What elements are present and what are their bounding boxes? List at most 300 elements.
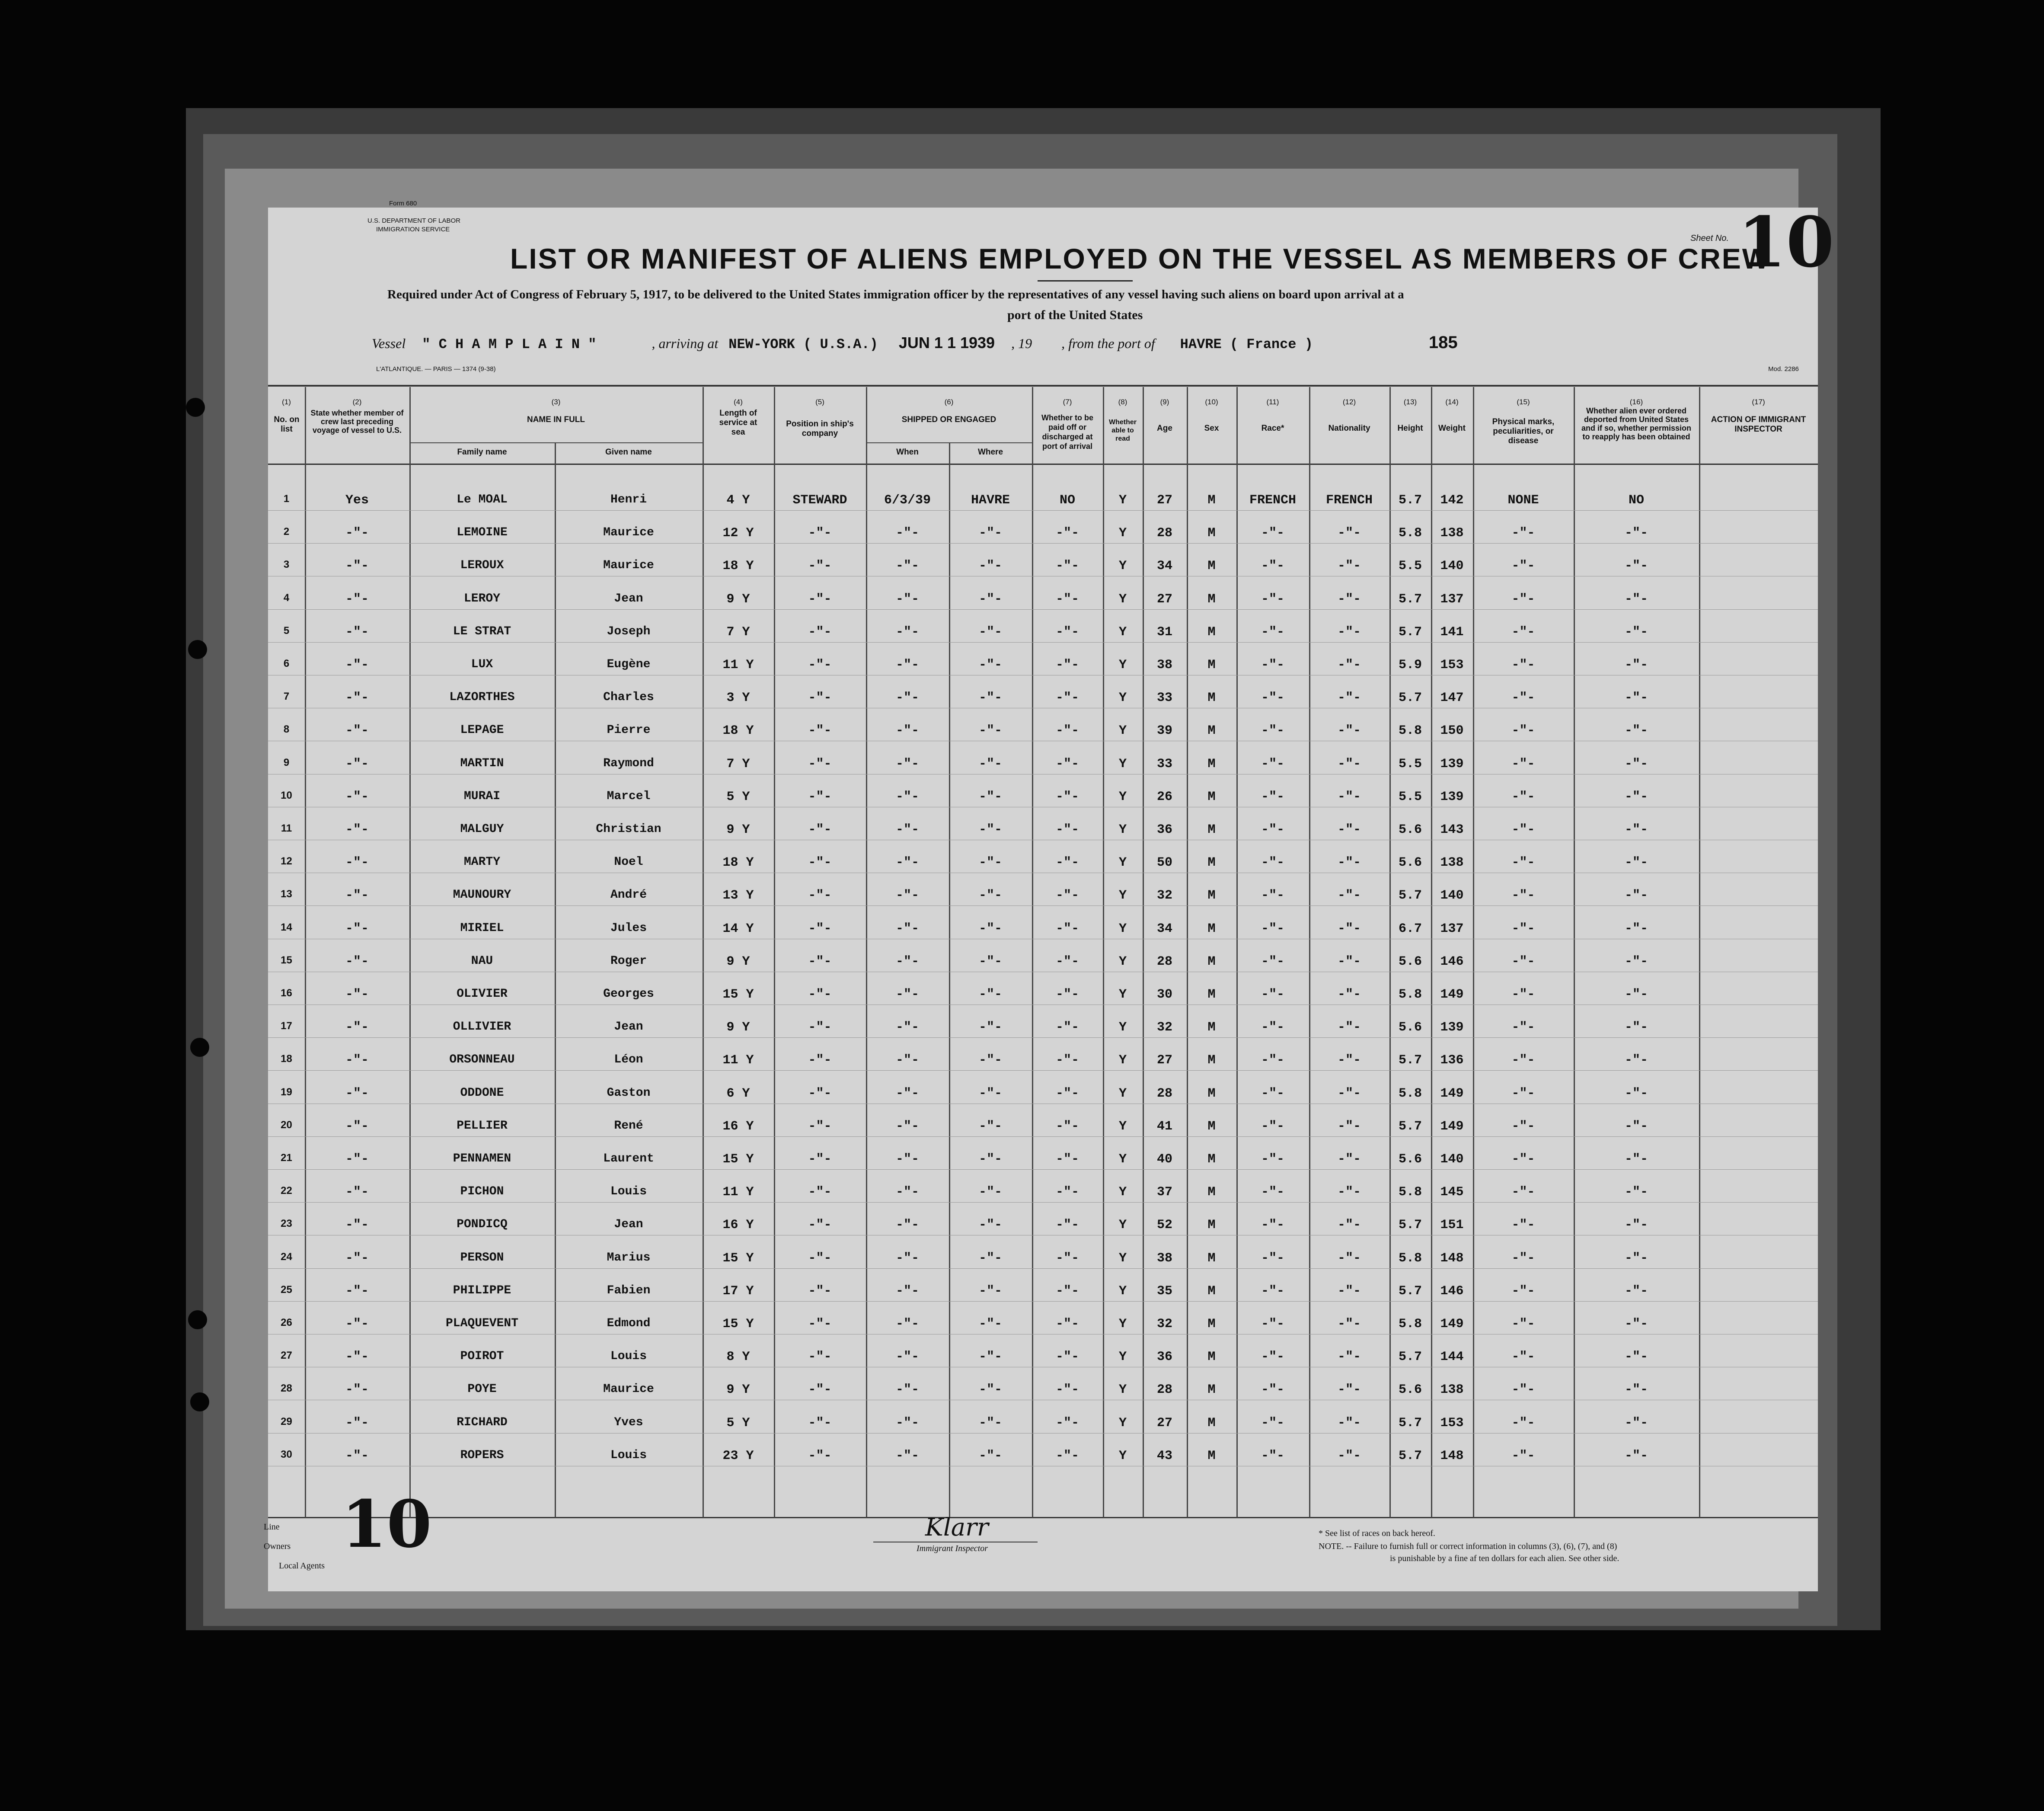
col-divider-5 — [866, 387, 867, 1518]
cell-given: Joseph — [607, 624, 651, 638]
cell-weight: 146 — [1440, 954, 1464, 969]
cell-no: 10 — [281, 789, 292, 801]
cell-prev: -"- — [345, 723, 369, 739]
cell-service: 9 Y — [726, 1020, 750, 1035]
cell-sex: M — [1207, 987, 1216, 1002]
cell-age: 28 — [1156, 526, 1172, 541]
cell-where: -"- — [978, 921, 1002, 936]
cell-family: PONDICQ — [457, 1218, 508, 1232]
cell-marks: -"- — [1511, 1086, 1535, 1101]
cell-sex: M — [1207, 1152, 1216, 1167]
cell-sex: M — [1207, 1218, 1216, 1233]
cell-height: 5.7 — [1398, 1218, 1422, 1233]
cell-deported: -"- — [1624, 921, 1648, 936]
cell-family: POIROT — [460, 1350, 504, 1363]
cell-sex: M — [1207, 1415, 1216, 1430]
cell-where: -"- — [978, 1053, 1002, 1068]
cell-sex: M — [1207, 1020, 1216, 1035]
col-7-number: (7) — [1063, 398, 1072, 406]
row-rule — [268, 1202, 1818, 1203]
col-11-number: (11) — [1266, 398, 1279, 406]
cell-position: -"- — [808, 1350, 832, 1365]
cell-where: -"- — [978, 624, 1002, 640]
cell-family: PLAQUEVENT — [445, 1317, 519, 1330]
cell-service: 3 Y — [726, 691, 750, 706]
col-14-number: (14) — [1445, 398, 1459, 406]
cell-nat: -"- — [1337, 691, 1361, 706]
cell-nat: -"- — [1337, 723, 1361, 739]
row-rule — [268, 642, 1818, 643]
cell-when: -"- — [895, 624, 919, 640]
cell-height: 5.7 — [1398, 624, 1422, 640]
cell-weight: 139 — [1440, 756, 1464, 771]
cell-race: -"- — [1261, 1218, 1284, 1233]
cell-paid: NO — [1059, 493, 1075, 508]
cell-weight: 140 — [1440, 559, 1464, 574]
cell-read: Y — [1118, 1251, 1127, 1266]
cell-where: -"- — [978, 723, 1002, 739]
header-last-voyage: State whether member of crew last preceding voyage of vessel to U.S. — [310, 409, 404, 435]
cell-service: 9 Y — [726, 1382, 750, 1398]
cell-read: Y — [1118, 493, 1127, 508]
cell-age: 35 — [1156, 1283, 1172, 1299]
cell-where: -"- — [978, 592, 1002, 607]
cell-position: -"- — [808, 1283, 832, 1299]
cell-no: 1 — [283, 493, 290, 505]
cell-given: Yves — [614, 1415, 643, 1429]
cell-prev: -"- — [345, 1185, 369, 1200]
cell-race: -"- — [1261, 1185, 1284, 1200]
row-rule — [268, 1070, 1818, 1071]
cell-no: 24 — [281, 1251, 292, 1263]
col-4-number: (4) — [734, 398, 743, 406]
cell-family: PHILIPPE — [453, 1283, 511, 1297]
cell-position: -"- — [808, 1152, 832, 1167]
cell-prev: -"- — [345, 1119, 369, 1134]
cell-where: -"- — [978, 789, 1002, 804]
cell-read: Y — [1118, 592, 1127, 607]
cell-age: 31 — [1156, 624, 1172, 640]
cell-age: 34 — [1156, 559, 1172, 574]
cell-position: -"- — [808, 658, 832, 672]
name-subheader-rule — [409, 442, 703, 443]
cell-no: 20 — [281, 1119, 292, 1131]
cell-sex: M — [1207, 723, 1216, 739]
cell-height: 5.7 — [1398, 493, 1422, 508]
cell-when: -"- — [895, 559, 919, 574]
cell-deported: -"- — [1624, 954, 1648, 969]
cell-family: ROPERS — [460, 1448, 504, 1462]
cell-marks: -"- — [1511, 559, 1535, 574]
cell-marks: -"- — [1511, 1218, 1535, 1233]
header-when: When — [896, 448, 919, 457]
cell-paid: -"- — [1055, 592, 1079, 607]
cell-paid: -"- — [1055, 1218, 1079, 1233]
cell-prev: -"- — [345, 1218, 369, 1233]
col-13-number: (13) — [1403, 398, 1417, 406]
cell-height: 5.5 — [1398, 756, 1422, 771]
cell-given: Pierre — [607, 723, 651, 737]
cell-nat: -"- — [1337, 1185, 1361, 1200]
cell-height: 5.8 — [1398, 1185, 1422, 1200]
cell-family: RICHARD — [457, 1415, 508, 1429]
arrival-date-stamp: JUN 1 1 1939 — [898, 334, 995, 352]
punch-hole — [190, 1392, 209, 1411]
col-divider-15 — [1574, 387, 1575, 1518]
cell-nat: -"- — [1337, 888, 1361, 903]
cell-paid: -"- — [1055, 1382, 1079, 1398]
cell-family: PICHON — [460, 1185, 504, 1199]
cell-race: -"- — [1261, 789, 1284, 804]
cell-prev: -"- — [345, 1251, 369, 1266]
cell-race: -"- — [1261, 1152, 1284, 1167]
required-text-line2: port of the United States — [1007, 308, 1143, 322]
cell-age: 52 — [1156, 1218, 1172, 1233]
cell-family: POYE — [467, 1382, 497, 1396]
cell-when: -"- — [895, 756, 919, 771]
cell-sex: M — [1207, 1317, 1216, 1331]
cell-when: -"- — [895, 1415, 919, 1430]
cell-read: Y — [1118, 1218, 1127, 1233]
col-8-number: (8) — [1118, 398, 1127, 406]
cell-no: 17 — [281, 1020, 292, 1032]
cell-paid: -"- — [1055, 559, 1079, 574]
cell-when: -"- — [895, 921, 919, 936]
cell-height: 5.8 — [1398, 526, 1422, 541]
cell-weight: 138 — [1440, 1382, 1464, 1398]
cell-where: -"- — [978, 954, 1002, 969]
cell-race: -"- — [1261, 822, 1284, 837]
cell-height: 5.7 — [1398, 1119, 1422, 1134]
cell-height: 5.7 — [1398, 1448, 1422, 1463]
cell-where: -"- — [978, 987, 1002, 1002]
col-2-number: (2) — [352, 398, 362, 406]
cell-no: 3 — [283, 559, 290, 571]
cell-when: -"- — [895, 1218, 919, 1233]
cell-deported: -"- — [1624, 1185, 1648, 1200]
cell-paid: -"- — [1055, 1086, 1079, 1101]
cell-age: 38 — [1156, 1251, 1172, 1266]
cell-family: LAZORTHES — [449, 691, 515, 704]
cell-race: -"- — [1261, 1317, 1284, 1331]
cell-service: 8 Y — [726, 1350, 750, 1365]
cell-read: Y — [1118, 624, 1127, 640]
cell-where: -"- — [978, 1283, 1002, 1299]
cell-when: -"- — [895, 1185, 919, 1200]
col-divider-4 — [774, 387, 775, 1518]
cell-height: 5.6 — [1398, 1152, 1422, 1167]
cell-sex: M — [1207, 954, 1216, 969]
cell-age: 32 — [1156, 888, 1172, 903]
cell-height: 5.8 — [1398, 1317, 1422, 1331]
col-15-number: (15) — [1517, 398, 1530, 406]
cell-no: 7 — [283, 691, 290, 703]
cell-marks: -"- — [1511, 822, 1535, 837]
cell-deported: -"- — [1624, 526, 1648, 541]
note-label: NOTE. — [1319, 1542, 1344, 1551]
cell-sex: M — [1207, 1053, 1216, 1068]
cell-prev: -"- — [345, 559, 369, 574]
cell-marks: -"- — [1511, 624, 1535, 640]
cell-prev: -"- — [345, 526, 369, 541]
cell-read: Y — [1118, 1185, 1127, 1200]
header-nationality: Nationality — [1328, 424, 1370, 433]
cell-read: Y — [1118, 954, 1127, 969]
cell-race: -"- — [1261, 559, 1284, 574]
punch-hole — [186, 398, 205, 417]
cell-position: -"- — [808, 855, 832, 870]
cell-deported: -"- — [1624, 855, 1648, 870]
cell-given: André — [610, 888, 647, 902]
cell-no: 29 — [281, 1415, 292, 1427]
cell-family: PELLIER — [457, 1119, 508, 1133]
cell-race: FRENCH — [1249, 493, 1297, 508]
cell-marks: -"- — [1511, 1382, 1535, 1398]
cell-paid: -"- — [1055, 1020, 1079, 1035]
cell-where: -"- — [978, 1218, 1002, 1233]
cell-when: -"- — [895, 822, 919, 837]
header-position: Position in ship's company — [786, 419, 854, 438]
cell-deported: -"- — [1624, 1020, 1648, 1035]
cell-weight: 143 — [1440, 822, 1464, 837]
cell-position: -"- — [808, 1086, 832, 1101]
cell-given: Maurice — [603, 526, 654, 540]
cell-marks: -"- — [1511, 1020, 1535, 1035]
cell-marks: -"- — [1511, 1415, 1535, 1430]
cell-sex: M — [1207, 1350, 1216, 1365]
cell-weight: 141 — [1440, 624, 1464, 640]
cell-read: Y — [1118, 559, 1127, 574]
cell-weight: 149 — [1440, 1317, 1464, 1331]
cell-position: -"- — [808, 559, 832, 574]
cell-nat: -"- — [1337, 954, 1361, 969]
vessel-label: Vessel — [372, 336, 406, 351]
cell-service: 9 Y — [726, 592, 750, 607]
cell-race: -"- — [1261, 888, 1284, 903]
cell-marks: -"- — [1511, 1317, 1535, 1331]
cell-age: 28 — [1156, 1382, 1172, 1398]
cell-deported: NO — [1628, 493, 1644, 508]
cell-family: LEROY — [463, 592, 500, 605]
cell-weight: 145 — [1440, 1185, 1464, 1200]
cell-given: Fabien — [607, 1283, 651, 1297]
cell-no: 14 — [281, 921, 292, 933]
cell-weight: 147 — [1440, 691, 1464, 706]
cell-paid: -"- — [1055, 1283, 1079, 1299]
cell-weight: 140 — [1440, 1152, 1464, 1167]
cell-service: 18 Y — [722, 559, 754, 574]
cell-when: -"- — [895, 789, 919, 804]
cell-given: Jean — [614, 592, 643, 605]
cell-deported: -"- — [1624, 1283, 1648, 1299]
cell-age: 50 — [1156, 855, 1172, 870]
cell-no: 23 — [281, 1218, 292, 1230]
cell-weight: 153 — [1440, 658, 1464, 672]
cell-weight: 137 — [1440, 592, 1464, 607]
cell-marks: -"- — [1511, 1152, 1535, 1167]
cell-service: 17 Y — [722, 1283, 754, 1299]
cell-nat: -"- — [1337, 526, 1361, 541]
departure-port: HAVRE ( France ) — [1180, 336, 1313, 352]
cell-prev: -"- — [345, 1415, 369, 1430]
cell-where: -"- — [978, 1448, 1002, 1463]
col-divider-14 — [1473, 387, 1474, 1518]
cell-sex: M — [1207, 559, 1216, 574]
cell-marks: -"- — [1511, 954, 1535, 969]
cell-age: 37 — [1156, 1185, 1172, 1200]
cell-age: 28 — [1156, 954, 1172, 969]
cell-where: -"- — [978, 658, 1002, 672]
cell-no: 8 — [283, 723, 290, 736]
cell-marks: -"- — [1511, 1283, 1535, 1299]
cell-family: ORSONNEAU — [449, 1053, 515, 1067]
cell-no: 21 — [281, 1152, 292, 1164]
cell-weight: 146 — [1440, 1283, 1464, 1299]
cell-race: -"- — [1261, 756, 1284, 771]
punch-hole — [188, 1310, 207, 1329]
cell-service: 12 Y — [722, 526, 754, 541]
cell-where: -"- — [978, 756, 1002, 771]
cell-where: -"- — [978, 855, 1002, 870]
col-divider-12 — [1389, 387, 1391, 1518]
cell-nat: -"- — [1337, 1283, 1361, 1299]
punch-hole — [190, 1038, 209, 1057]
cell-sex: M — [1207, 756, 1216, 771]
cell-where: -"- — [978, 1251, 1002, 1266]
inspector-label: Immigrant Inspector — [917, 1544, 988, 1553]
year-label: , 19 — [1011, 336, 1032, 351]
cell-read: Y — [1118, 526, 1127, 541]
cell-service: 6 Y — [726, 1086, 750, 1101]
vessel-line — [372, 333, 1458, 352]
cell-position: -"- — [808, 592, 832, 607]
cell-height: 6.7 — [1398, 921, 1422, 936]
cell-nat: -"- — [1337, 756, 1361, 771]
cell-position: -"- — [808, 1185, 832, 1200]
cell-marks: -"- — [1511, 888, 1535, 903]
cell-family: OLIVIER — [457, 987, 508, 1001]
cell-weight: 139 — [1440, 789, 1464, 804]
cell-family: MARTY — [463, 855, 500, 869]
table-top-border — [268, 385, 1818, 387]
manifest-sheet — [264, 200, 1834, 1591]
title-underline — [1038, 280, 1133, 282]
cell-height: 5.6 — [1398, 1020, 1422, 1035]
cell-nat: -"- — [1337, 1251, 1361, 1266]
cell-weight: 136 — [1440, 1053, 1464, 1068]
cell-nat: -"- — [1337, 592, 1361, 607]
cell-service: 11 Y — [722, 658, 754, 672]
cell-given: Jean — [614, 1218, 643, 1232]
cell-sex: M — [1207, 1251, 1216, 1266]
inspector-signature: Klarr — [925, 1513, 989, 1542]
cell-nat: -"- — [1337, 1448, 1361, 1463]
cell-race: -"- — [1261, 921, 1284, 936]
cell-marks: -"- — [1511, 1251, 1535, 1266]
cell-weight: 149 — [1440, 1086, 1464, 1101]
mod-number: Mod. 2286 — [1768, 365, 1799, 373]
cell-deported: -"- — [1624, 723, 1648, 739]
cell-service: 7 Y — [726, 756, 750, 771]
cell-deported: -"- — [1624, 1152, 1648, 1167]
cell-read: Y — [1118, 756, 1127, 771]
cell-read: Y — [1118, 1317, 1127, 1331]
cell-paid: -"- — [1055, 1152, 1079, 1167]
cell-race: -"- — [1261, 1086, 1284, 1101]
cell-given: Maurice — [603, 1382, 654, 1396]
cell-deported: -"- — [1624, 1382, 1648, 1398]
cell-marks: -"- — [1511, 1053, 1535, 1068]
col-divider-13 — [1431, 387, 1432, 1518]
cell-weight: 148 — [1440, 1448, 1464, 1463]
col-divider-1 — [305, 387, 306, 1518]
row-rule — [268, 1037, 1818, 1038]
cell-sex: M — [1207, 624, 1216, 640]
cell-race: -"- — [1261, 1350, 1284, 1365]
cell-marks: -"- — [1511, 592, 1535, 607]
cell-age: 41 — [1156, 1119, 1172, 1134]
cell-when: -"- — [895, 592, 919, 607]
cell-prev: -"- — [345, 1350, 369, 1365]
cell-no: 18 — [281, 1053, 292, 1065]
cell-service: 4 Y — [726, 493, 750, 508]
cell-paid: -"- — [1055, 987, 1079, 1002]
cell-deported: -"- — [1624, 1218, 1648, 1233]
row-rule — [268, 1301, 1818, 1302]
cell-no: 9 — [283, 756, 290, 768]
cell-race: -"- — [1261, 987, 1284, 1002]
shipped-subheader-rule — [866, 442, 1032, 443]
cell-position: STEWARD — [792, 493, 847, 508]
cell-position: -"- — [808, 624, 832, 640]
cell-given: Léon — [614, 1053, 643, 1067]
footer-line-label: Line — [264, 1522, 280, 1532]
cell-deported: -"- — [1624, 1053, 1648, 1068]
cell-when: -"- — [895, 1020, 919, 1035]
cell-position: -"- — [808, 1020, 832, 1035]
cell-read: Y — [1118, 855, 1127, 870]
cell-given: Jean — [614, 1020, 643, 1034]
cell-position: -"- — [808, 954, 832, 969]
cell-position: -"- — [808, 1119, 832, 1134]
cell-no: 12 — [281, 855, 292, 867]
cell-read: Y — [1118, 691, 1127, 706]
cell-where: -"- — [978, 1119, 1002, 1134]
header-physical-marks: Physical marks, peculiarities, or disease — [1492, 417, 1555, 445]
cell-paid: -"- — [1055, 756, 1079, 771]
cell-where: HAVRE — [971, 493, 1010, 508]
cell-sex: M — [1207, 855, 1216, 870]
from-port-label: , from the port of — [1061, 336, 1155, 351]
footer-owners-label: Owners — [264, 1542, 291, 1551]
race-footnote: * See list of races on back hereof. — [1319, 1529, 1435, 1538]
cell-paid: -"- — [1055, 526, 1079, 541]
cell-read: Y — [1118, 1020, 1127, 1035]
sheet-label: Sheet No. — [1690, 234, 1729, 243]
cell-family: ODDONE — [460, 1086, 504, 1100]
cell-read: Y — [1118, 822, 1127, 837]
cell-read: Y — [1118, 1382, 1127, 1398]
cell-family: OLLIVIER — [453, 1020, 511, 1034]
cell-sex: M — [1207, 592, 1216, 607]
cell-when: -"- — [895, 658, 919, 672]
cell-height: 5.6 — [1398, 954, 1422, 969]
header-height: Height — [1397, 424, 1423, 433]
punch-hole — [188, 640, 207, 659]
cell-paid: -"- — [1055, 1251, 1079, 1266]
cell-prev: -"- — [345, 756, 369, 771]
cell-nat: -"- — [1337, 658, 1361, 672]
